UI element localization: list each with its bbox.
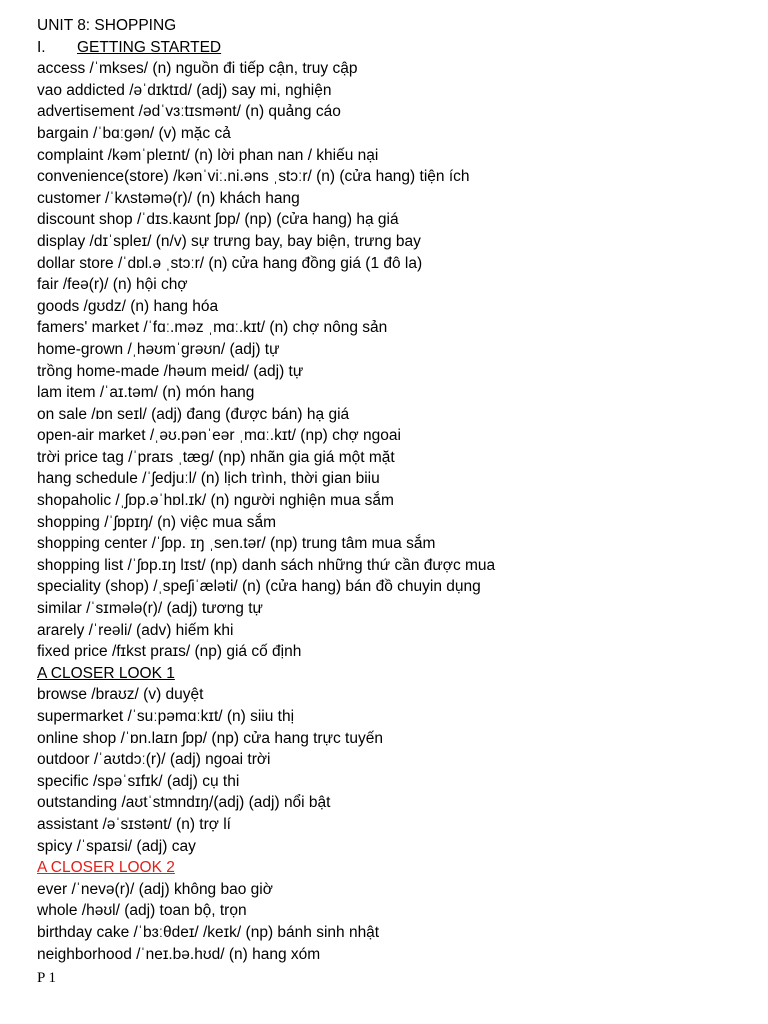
vocab-entry: supermarket /ˈsuːpəmɑːkɪt/ (n) siiu thị — [37, 708, 295, 725]
section-heading-text: A CLOSER LOOK 2 — [37, 859, 175, 877]
vocab-entry: similar /ˈsɪmələ(r)/ (adj) tương tự — [37, 600, 263, 618]
section-heading-text: GETTING STARTED — [77, 38, 222, 56]
vocab-entry: hang schedule /ˈʃedjuːl/ (n) lịch trình, thời gian biiu — [37, 470, 380, 488]
vocab-entry: browse /braʊz/ (v) duyệt — [37, 686, 204, 704]
vocab-entry: famers' market /ˈfɑː.məz ˌmɑː.kɪt/ (n) chợ nông sản — [37, 319, 388, 337]
vocab-entry: trồng home-made /həum meid/ (adj) tự — [37, 362, 304, 380]
vocab-entry: birthday cake /ˈbɜːθdeɪ/ /keɪk/ (np) bánh sinh nhật — [37, 923, 380, 941]
vocab-entry: whole /həʊl/ (adj) toan bộ, trọn — [37, 902, 247, 920]
vocab-entry: home-grown /ˌhəʊmˈɡrəʊn/ (adj) tự — [37, 340, 280, 358]
vocab-entry: advertisement /ədˈvɜːtɪsmənt/ (n) quảng cáo — [37, 103, 341, 121]
vocab-entry: display /dɪˈspleɪ/ (n/v) sự trưng bay, bay biện, trưng bay — [37, 232, 421, 250]
vocab-entry: goods /ɡʊdz/ (n) hang hóa — [37, 297, 219, 315]
vocab-entry: customer /ˈkʌstəmə(r)/ (n) khách hang — [37, 189, 300, 207]
vocab-entry: access /ˈmkses/ (n) nguồn đi tiếp cận, truy cập — [37, 60, 358, 78]
vocab-entry: fair /feə(r)/ (n) hội chợ — [37, 276, 188, 294]
section-heading — [37, 857, 748, 879]
page-title: UNIT 8: SHOPPING — [37, 17, 177, 34]
vocab-entry: ever /ˈnevə(r)/ (adj) không bao giờ — [37, 880, 273, 898]
document-page — [37, 15, 748, 965]
vocab-entry: shopping center /ˈʃɒp. ɪŋ ˌsen.tər/ (np) trung tâm mua sắm — [37, 535, 436, 553]
vocab-entry: bargain /ˈbɑːɡən/ (v) mặc cả — [37, 124, 231, 142]
vocab-entry: lam item /ˈaɪ.təm/ (n) món hang — [37, 384, 255, 402]
vocab-entry: dollar store /ˈdɒl.ə ˌstɔːr/ (n) cửa hang đồng giá (1 đô la) — [37, 254, 423, 272]
vocab-entry: neighborhood /ˈneɪ.bə.hʊd/ (n) hang xóm — [37, 945, 321, 963]
vocab-entry: open-air market /ˌəʊ.pənˈeər ˌmɑː.kɪt/ (np) chợ ngoai — [37, 427, 401, 445]
vocab-entry: outdoor /ˈaʊtdɔː(r)/ (adj) ngoai trời — [37, 751, 271, 769]
vocab-entry: complaint /kəmˈpleɪnt/ (n) lời phan nan / khiếu nại — [37, 146, 379, 164]
vocab-entry: shopping /ˈʃɒpɪŋ/ (n) việc mua sắm — [37, 513, 276, 531]
vocab-entry: outstanding /aʊtˈstmndɪŋ/(adj) (adj) nổi bật — [37, 794, 331, 812]
vocab-entry: specific /spəˈsɪfɪk/ (adj) cụ thi — [37, 772, 240, 790]
vocab-entry: assistant /əˈsɪstənt/ (n) trợ lí — [37, 815, 231, 833]
vocab-entry: speciality (shop) /ˌspeʃiˈæləti/ (n) (cửa hang) bán đồ chuyin dụng — [37, 578, 481, 596]
section-number: I. — [37, 38, 46, 56]
vocab-entry: shopaholic /ˌʃɒp.əˈhɒl.ɪk/ (n) người nghiện mua sắm — [37, 492, 394, 510]
sections-container — [37, 37, 748, 966]
vocab-entry: fixed price /fɪkst praɪs/ (np) giá cố định — [37, 643, 302, 661]
section-heading-text: A CLOSER LOOK 1 — [37, 664, 175, 682]
vocab-entry: spicy /ˈspaɪsi/ (adj) cay — [37, 837, 196, 855]
vocab-entry: discount shop /ˈdɪs.kaʊnt ʃɒp/ (np) (cửa hang) hạ giá — [37, 211, 399, 229]
section-heading — [37, 37, 748, 59]
vocab-entry: online shop /ˈɒn.laɪn ʃɒp/ (np) cửa hang trực tuyến — [37, 729, 383, 747]
vocab-entry: convenience(store) /kənˈviː.ni.əns ˌstɔːr/ (n) (cửa hang) tiện ích — [37, 168, 470, 186]
vocab-entry: shopping list /ˈʃɒp.ɪŋ lɪst/ (np) danh sách những thứ cần được mua — [37, 556, 496, 574]
section-heading — [37, 663, 748, 685]
vocab-entry: on sale /ɒn seɪl/ (adj) đang (được bán) hạ giá — [37, 405, 350, 423]
vocab-entry: ararely /ˈreəli/ (adv) hiếm khi — [37, 621, 234, 639]
vocab-entry: trời price tag /ˈpraɪs ˌtæɡ/ (np) nhãn gia giá một mặt — [37, 448, 395, 466]
vocab-entry: vao addicted /əˈdɪktɪd/ (adj) say mi, nghiện — [37, 81, 332, 99]
page-number: P 1 — [37, 970, 57, 986]
